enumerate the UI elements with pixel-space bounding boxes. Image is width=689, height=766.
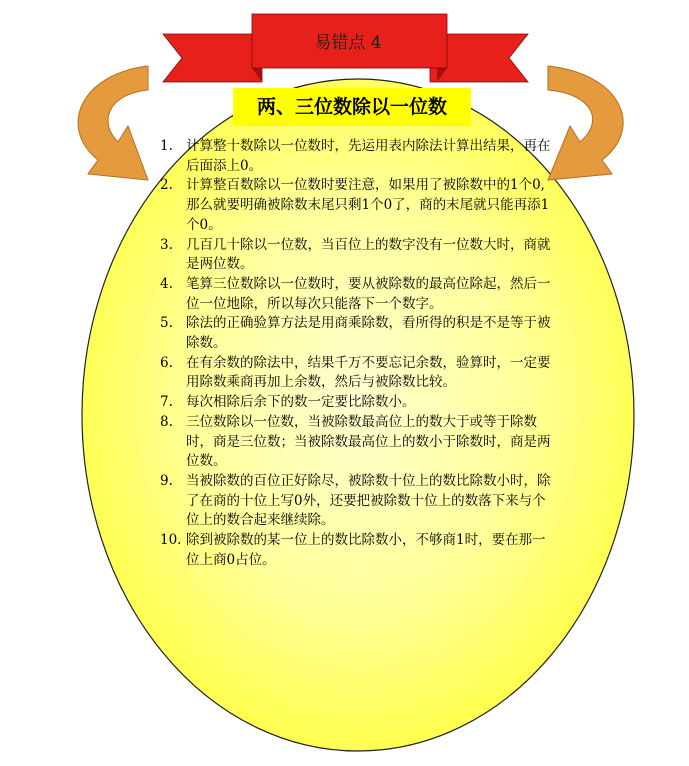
point-item — [160, 176, 552, 235]
point-text: 三位数除以一位数，当被除数最高位上的数大于或等于除数时，商是三位数；当被除数最高位上的数小于除数时，商是两位数。 — [186, 413, 551, 470]
point-number: 2. — [160, 177, 173, 194]
point-item — [160, 275, 552, 314]
point-item — [160, 393, 552, 413]
curved-arrow-left-icon — [548, 66, 623, 180]
point-number: 1. — [160, 138, 173, 154]
point-text: 计算整百数除以一位数时要注意，如果用了被除数中的1个0,那么就要明确被除数末尾只剩1个0了，商的末尾就只能再添1个0。 — [186, 177, 550, 233]
point-item — [160, 137, 552, 176]
point-number: 4. — [160, 275, 173, 292]
point-text: 在有余数的除法中，结果千万不要忘记余数，验算时，一定要用除数乘商再加上余数，然后与被除数比较。 — [186, 354, 551, 391]
point-item — [160, 314, 552, 353]
point-item — [160, 354, 552, 393]
banner-label: 易错点 4 — [314, 33, 382, 53]
point-item — [160, 531, 552, 570]
point-number: 3. — [160, 236, 173, 253]
ribbon-left-tail — [163, 34, 262, 82]
point-number: 8. — [160, 413, 173, 430]
point-item — [160, 236, 552, 275]
point-text: 每次相除后余下的数一定要比除数小。 — [186, 394, 416, 411]
point-item — [160, 472, 552, 531]
point-item — [160, 413, 552, 472]
curved-arrow-right-icon — [78, 66, 148, 180]
point-text: 笔算三位数除以一位数时，要从被除数的最高位除起，然后一位一位地除，所以每次只能落下一个数字。 — [186, 275, 551, 312]
point-number: 7. — [160, 394, 173, 411]
point-number: 9. — [160, 472, 173, 489]
point-text: 当被除数的百位正好除尽，被除数十位上的数比除数小时，除了在商的十位上写0外，还要把被除数十位上的数落下来与个位上的数合起来继续除。 — [186, 472, 551, 529]
point-text: 除到被除数的某一位上的数比除数小，不够商1时，要在那一位上商0占位。 — [186, 532, 546, 568]
point-text: 几百几十除以一位数，当百位上的数字没有一位数大时，商就是两位数。 — [186, 236, 551, 273]
point-number: 6. — [160, 354, 173, 371]
point-text: 计算整十数除以一位数时，先运用表内除法计算出结果，再在后面添上0。 — [186, 138, 551, 174]
point-number: 5. — [160, 315, 173, 332]
point-text: 除法的正确验算方法是用商乘除数，看所得的积是不是等于被除数。 — [186, 315, 551, 352]
point-number: 10. — [160, 532, 182, 549]
points-list — [160, 137, 552, 570]
diagram-heading: 两、三位数除以一位数 — [233, 88, 471, 126]
